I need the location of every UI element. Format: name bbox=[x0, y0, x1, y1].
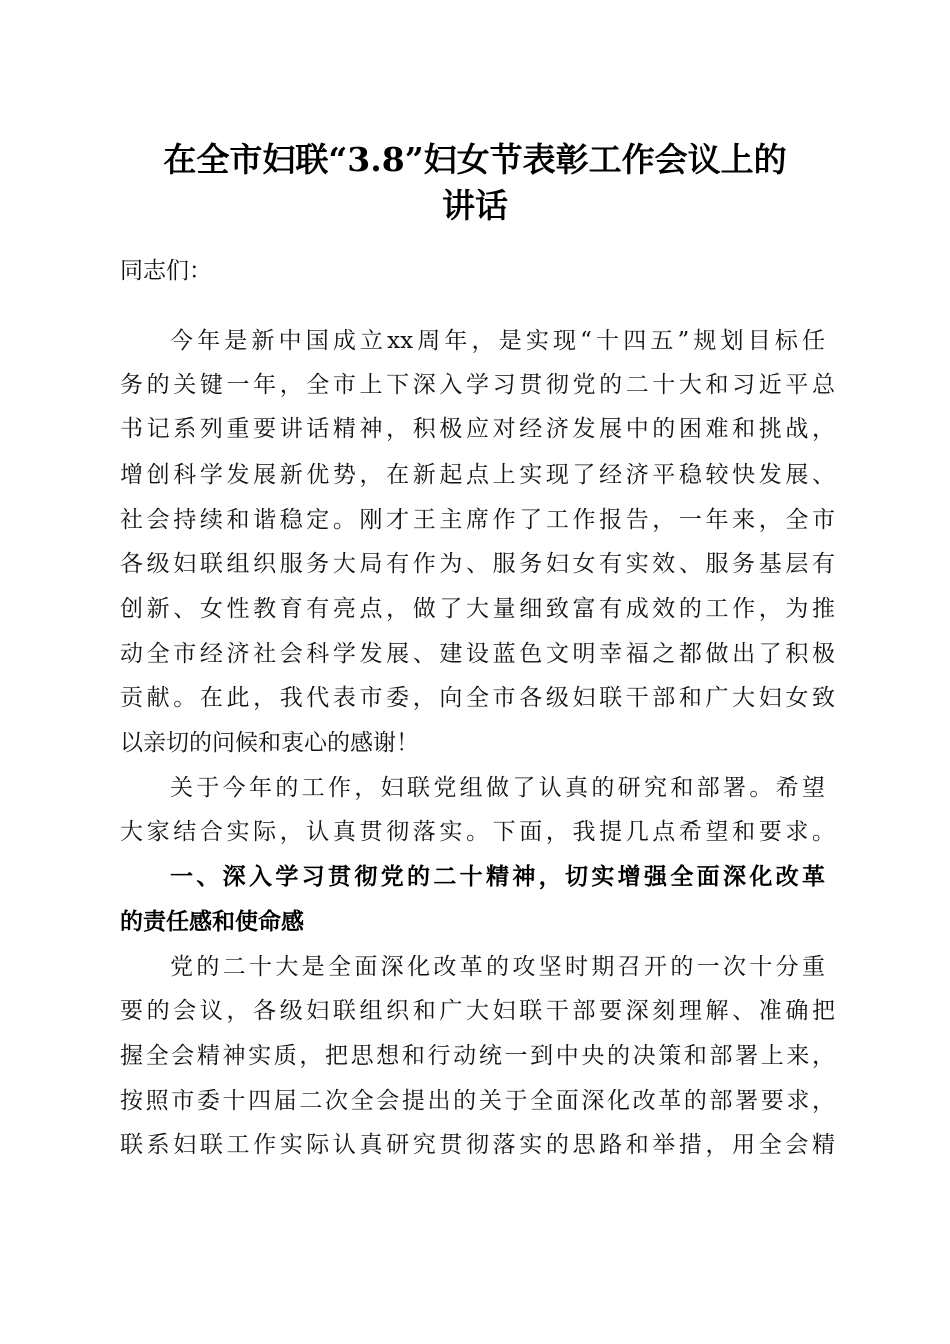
paragraph-line: 动全市经济社会科学发展、建设蓝色文明幸福之都做出了积极 bbox=[120, 641, 835, 667]
paragraph-line: 联系妇联工作实际认真研究贯彻落实的思路和举措，用全会精 bbox=[120, 1132, 835, 1158]
paragraph-line: 增创科学发展新优势，在新起点上实现了经济平稳较快发展、 bbox=[120, 462, 835, 488]
paragraph-line: 各级妇联组织服务大局有作为、服务妇女有实效、服务基层有 bbox=[120, 551, 835, 577]
paragraph-line: 社会持续和谐稳定。刚才王主席作了工作报告，一年来，全市 bbox=[120, 507, 835, 533]
section-heading-line: 一、深入学习贯彻党的二十精神，切实增强全面深化改革 bbox=[170, 864, 825, 890]
paragraph-line: 关于今年的工作，妇联党组做了认真的研究和部署。希望 bbox=[170, 775, 825, 801]
paragraph-line: 握全会精神实质，把思想和行动统一到中央的决策和部署上来， bbox=[120, 1043, 835, 1069]
section-heading-line: 的责任感和使命感 bbox=[120, 909, 304, 935]
document-title-line-2: 讲话 bbox=[442, 186, 508, 225]
paragraph-line: 按照市委十四届二次全会提出的关于全面深化改革的部署要求， bbox=[120, 1088, 835, 1114]
paragraph-line: 贡献。在此，我代表市委，向全市各级妇联干部和广大妇女致 bbox=[120, 685, 835, 711]
paragraph-line: 以亲切的问候和衷心的感谢！ bbox=[120, 730, 419, 756]
paragraph-line: 书记系列重要讲话精神，积极应对经济发展中的困难和挑战， bbox=[120, 416, 835, 442]
salutation: 同志们： bbox=[120, 258, 212, 284]
document-title-line-1: 在全市妇联“3.8”妇女节表彰工作会议上的 bbox=[163, 140, 787, 179]
paragraph-line: 要的会议，各级妇联组织和广大妇联干部要深刻理解、准确把 bbox=[120, 998, 835, 1024]
paragraph-line: 大家结合实际，认真贯彻落实。下面，我提几点希望和要求。 bbox=[120, 819, 835, 845]
paragraph-line: 务的关键一年，全市上下深入学习贯彻党的二十大和习近平总 bbox=[120, 372, 835, 398]
paragraph-line: 今年是新中国成立xx周年，是实现“十四五”规划目标任 bbox=[170, 328, 825, 354]
paragraph-line: 党的二十大是全面深化改革的攻坚时期召开的一次十分重 bbox=[170, 954, 825, 980]
paragraph-line: 创新、女性教育有亮点，做了大量细致富有成效的工作，为推 bbox=[120, 596, 835, 622]
